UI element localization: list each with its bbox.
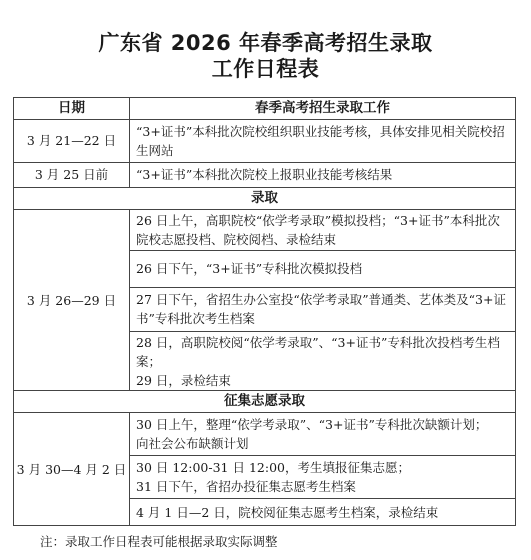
row-content: 26 日下午，“3+证书”专科批次模拟投档: [130, 250, 516, 287]
row-content: [130, 331, 516, 391]
row-content: [130, 456, 516, 499]
table-row: [14, 162, 516, 188]
header-work: 春季高考招生录取工作: [130, 98, 516, 120]
row-content: 27 日下午，省招生办公室投“依学考录取”普通类、艺体类及“3+证书”专科批次考生档案: [130, 287, 516, 331]
document-title-line2: 工作日程表: [211, 57, 320, 81]
row-content-line: 28 日，高职院校阅“依学考录取”、“3+证书”专科批次投档考生档案；: [136, 334, 500, 369]
solicit-date: 3 月 30—4 月 2 日: [14, 413, 130, 526]
document-title-line1: 广东省 2026 年春季高考招生录取: [98, 31, 433, 55]
row-content-line: 31 日下午，省招办投征集志愿考生档案: [136, 479, 356, 495]
row-content: 26 日上午，高职院校“依学考录取”模拟投档；“3+证书”本科批次院校志愿投档、院校阅档、录检结束: [130, 209, 516, 250]
row-content: [130, 413, 516, 456]
section-header-row: [14, 188, 516, 210]
row-content-line: 向社会公布缺额计划: [136, 436, 249, 452]
section-header-row: [14, 391, 516, 413]
section-title-solicit: 征集志愿录取: [14, 391, 516, 413]
row-date: 3 月 25 日前: [14, 162, 130, 188]
table-row: [14, 119, 516, 162]
admission-date: 3 月 26—29 日: [14, 209, 130, 391]
section-title-admission: 录取: [14, 188, 516, 210]
row-content-line: 30 日上午，整理“依学考录取”、“3+证书”专科批次缺额计划；: [136, 417, 488, 433]
table-row: [14, 413, 516, 456]
footnote: 注：录取工作日程表可能根据录取实际调整: [40, 534, 278, 549]
row-date: 3 月 21—22 日: [14, 119, 130, 162]
header-date: 日期: [14, 98, 130, 120]
table-header-row: [14, 98, 516, 120]
schedule-table: [13, 97, 516, 526]
row-content: 4 月 1 日—2 日，院校阅征集志愿考生档案，录检结束: [130, 499, 516, 526]
row-content-line: 29 日，录检结束: [136, 372, 231, 388]
row-content-line: 30 日 12:00-31 日 12:00，考生填报征集志愿；: [136, 460, 410, 476]
row-content: “3+证书”本科批次院校上报职业技能考核结果: [130, 162, 516, 188]
table-row: [14, 209, 516, 250]
row-content: “3+证书”本科批次院校组织职业技能考核，具体安排见相关院校招生网站: [130, 119, 516, 162]
